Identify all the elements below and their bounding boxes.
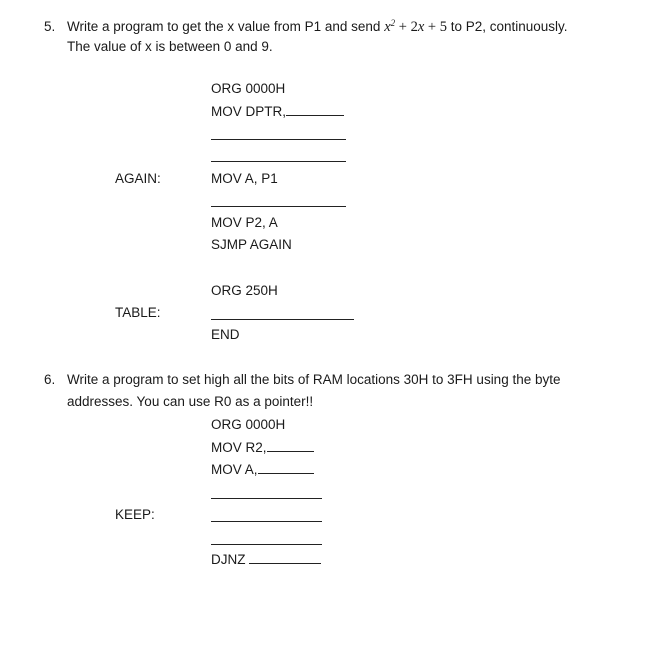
- q6-a-blank[interactable]: [258, 461, 314, 474]
- q6-mov-r2-line: [211, 439, 314, 457]
- q6-blank-line-1[interactable]: [211, 498, 322, 499]
- q5-mov-p2-a: MOV P2, A: [211, 215, 278, 230]
- q5-label-table: TABLE:: [115, 305, 161, 320]
- q5-blank-line-3[interactable]: [211, 206, 346, 207]
- q5-line2: The value of x is between 0 and 9.: [67, 39, 273, 54]
- q5-number: 5.: [44, 19, 56, 34]
- q6-mov-a: MOV A,: [211, 462, 258, 477]
- q5-org: ORG 0000H: [211, 81, 286, 96]
- q5-text-after: to P2, continuously.: [450, 19, 568, 34]
- q5-org2: ORG 250H: [211, 283, 278, 298]
- q6-label-keep: KEEP:: [115, 507, 155, 522]
- q5-text-before: Write a program to get the x value from P1 and send: [67, 19, 381, 34]
- q5-sjmp: SJMP AGAIN: [211, 237, 292, 252]
- q5-dptr-blank[interactable]: [286, 103, 344, 116]
- q6-mov-r2: MOV R2,: [211, 440, 267, 455]
- q5-mov-dptr: MOV DPTR,: [211, 104, 287, 119]
- q5-mov-a-p1: MOV A, P1: [211, 171, 278, 186]
- q5-mov-dptr-line: [211, 103, 344, 121]
- q6-mov-a-line: [211, 461, 314, 479]
- q6-r2-blank[interactable]: [267, 439, 314, 452]
- q6-line1: Write a program to set high all the bits of RAM locations 30H to 3FH using the byte: [67, 372, 561, 387]
- q5-end: END: [211, 327, 240, 342]
- q5-blank-line-2[interactable]: [211, 161, 346, 162]
- q6-org: ORG 0000H: [211, 417, 286, 432]
- q5-blank-line-1[interactable]: [211, 139, 346, 140]
- q6-blank-line-2[interactable]: [211, 521, 322, 522]
- q5-line1: [67, 18, 568, 36]
- q5-label-again: AGAIN:: [115, 171, 161, 186]
- q6-djnz-line: [211, 551, 321, 569]
- q6-number: 6.: [44, 372, 56, 387]
- q5-formula: $x^2 + 2x + 5$: [384, 18, 447, 35]
- q6-blank-line-3[interactable]: [211, 544, 322, 545]
- q6-line2: addresses. You can use R0 as a pointer!!: [67, 394, 314, 409]
- q5-table-blank[interactable]: [211, 319, 354, 320]
- q6-djnz-blank[interactable]: [249, 551, 321, 564]
- q6-djnz: DJNZ: [211, 552, 246, 567]
